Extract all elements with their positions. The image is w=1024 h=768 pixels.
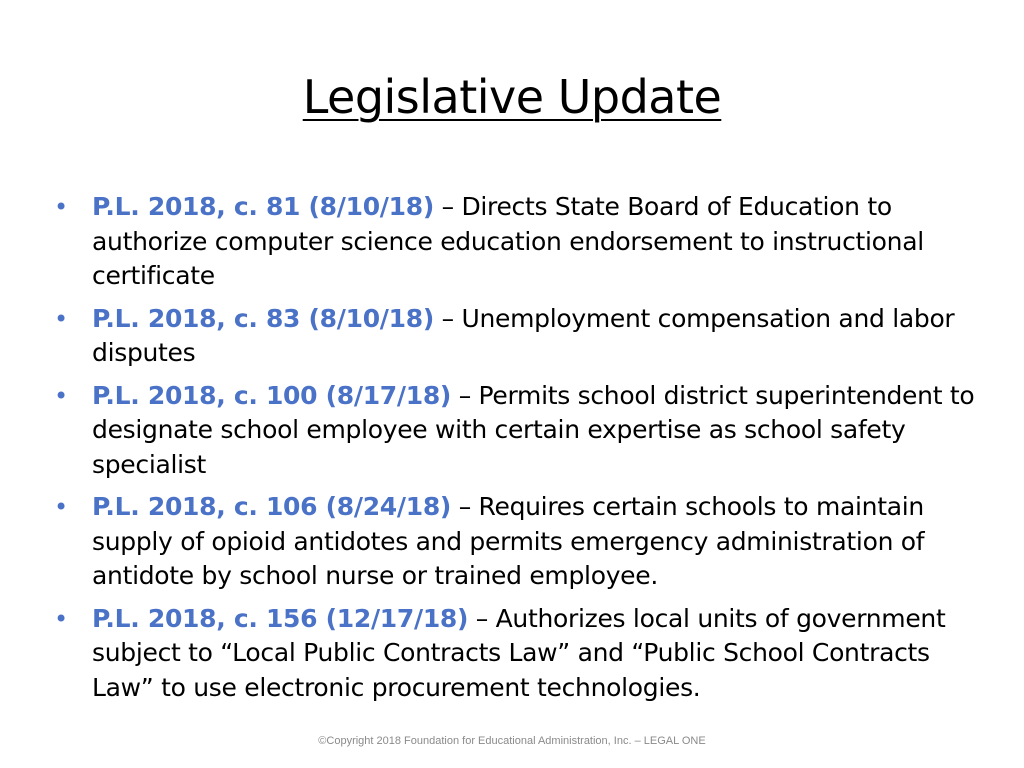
slide-title: Legislative Update: [302, 70, 722, 124]
law-reference: P.L. 2018, c. 83 (8/10/18): [92, 303, 434, 333]
bullet-item-1: [52, 190, 992, 294]
bullet-dot-icon: •: [54, 381, 68, 410]
copyright-footer: ©Copyright 2018 Foundation for Educational Administration, Inc. – LEGAL ONE: [318, 735, 706, 747]
bullet-item-2: [52, 302, 992, 371]
bullet-dot-icon: •: [54, 193, 68, 221]
bullet-list: [52, 190, 992, 713]
law-reference: P.L. 2018, c. 81 (8/10/18): [92, 192, 434, 221]
bullet-item-5: [52, 602, 992, 706]
law-reference: P.L. 2018, c. 106 (8/24/18): [92, 492, 452, 521]
bullet-item-3: [52, 379, 992, 483]
bullet-dot-icon: •: [54, 604, 68, 633]
law-reference: P.L. 2018, c. 156 (12/17/18): [92, 603, 469, 633]
law-reference: P.L. 2018, c. 100 (8/17/18): [92, 380, 452, 410]
bullet-dot-icon: •: [54, 304, 68, 333]
law-description: – Authorizes local units of government subject to “Local Public Contracts Law” and “Public School Contracts Law” to use electronic procurement technologies.: [92, 603, 946, 702]
bullet-item-4: [52, 490, 992, 594]
bullet-dot-icon: •: [54, 493, 68, 521]
law-description: – Requires certain schools to maintain supply of opioid antidotes and permits emergency administration of antidote by school nurse or trained employee.: [92, 492, 925, 590]
law-description: – Permits school district superintendent to designate school employee with certain expertise as school safety specialist: [92, 380, 975, 479]
law-description: – Unemployment compensation and labor disputes: [92, 303, 955, 367]
law-description: – Directs State Board of Education to authorize computer science education endorsement to instructional certificate: [92, 192, 924, 290]
